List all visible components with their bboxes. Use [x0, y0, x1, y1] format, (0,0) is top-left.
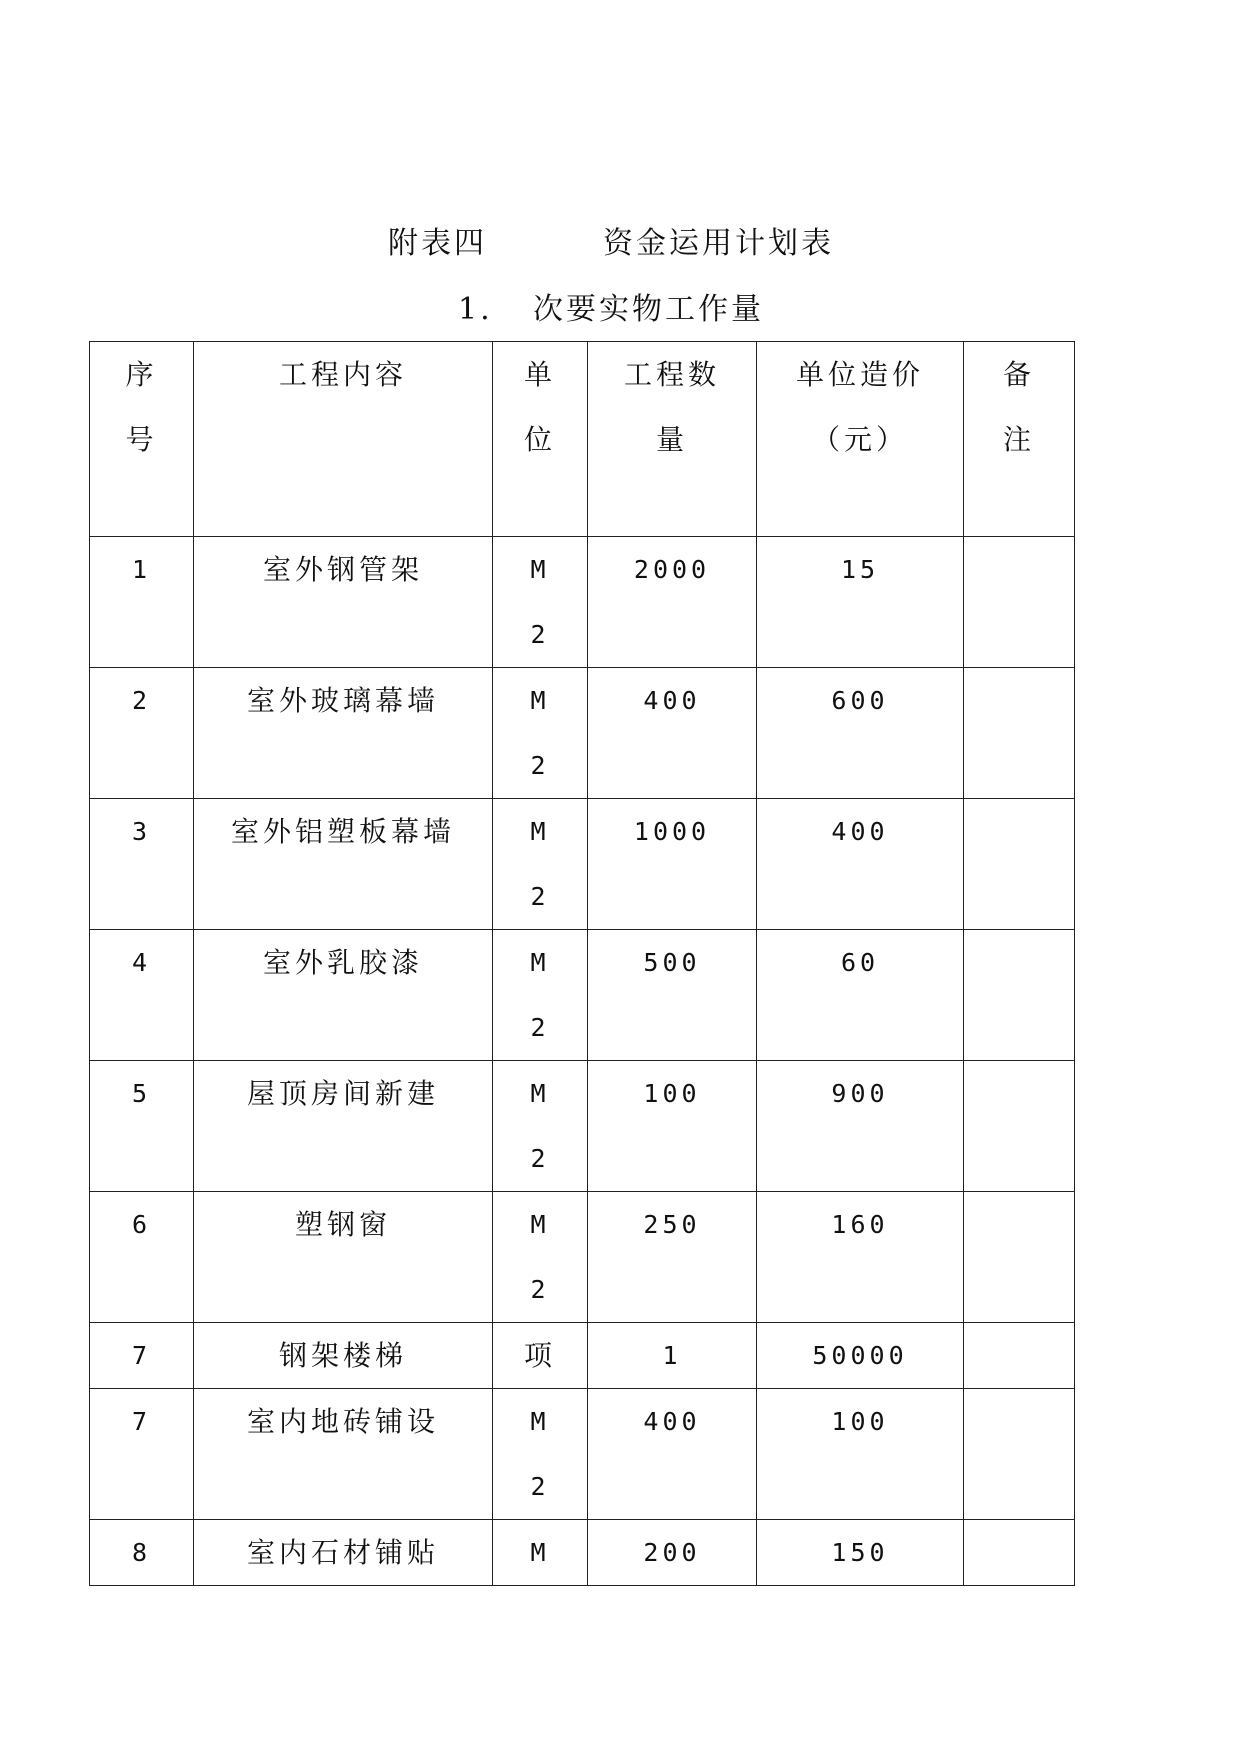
cell-price: [757, 537, 964, 668]
cell-price: [757, 799, 964, 930]
header-content: [194, 342, 493, 537]
header-content-label: 工程内容: [278, 358, 407, 391]
cell-content-text: 室内石材铺贴: [246, 1536, 439, 1569]
cell-qty: [588, 1192, 757, 1323]
cell-qty-text: 1: [662, 1341, 682, 1370]
cell-unit-text: 2: [530, 1472, 550, 1501]
table-row: [90, 1061, 1075, 1192]
cell-qty-text: 400: [643, 686, 701, 715]
cell-content-text: 室外乳胶漆: [262, 946, 423, 979]
cell-unit: [493, 1323, 588, 1389]
cell-content: [194, 1061, 493, 1192]
cell-unit: [493, 1389, 588, 1520]
cell-note: [964, 1389, 1075, 1520]
cell-qty-text: 100: [643, 1079, 701, 1108]
cell-note: [964, 1192, 1075, 1323]
cell-content-text: 室内地砖铺设: [246, 1405, 439, 1438]
header-price-line1: 单位造价: [795, 358, 924, 391]
cell-unit: [493, 1192, 588, 1323]
cell-content: [194, 799, 493, 930]
cell-price-text: 15: [840, 555, 880, 584]
cell-content-text: 塑钢窗: [294, 1208, 391, 1241]
table-row: [90, 799, 1075, 930]
cell-qty: [588, 799, 757, 930]
cell-content-text: 室外钢管架: [262, 553, 423, 586]
cell-unit-text: M: [530, 686, 550, 715]
cell-price-text: 400: [831, 817, 889, 846]
cell-price-text: 600: [831, 686, 889, 715]
table-row: [90, 1192, 1075, 1323]
cell-qty: [588, 1061, 757, 1192]
cell-seq: [90, 1520, 194, 1586]
cell-unit-text: M: [530, 1407, 550, 1436]
cell-unit-text: 项: [523, 1339, 556, 1372]
cell-unit: [493, 668, 588, 799]
cell-seq: [90, 1323, 194, 1389]
title-prefix: 附表四: [388, 226, 487, 261]
cell-qty: [588, 1323, 757, 1389]
section-number: 1.: [458, 292, 493, 327]
header-qty-line1: 工程数: [623, 358, 720, 391]
cell-seq: [90, 1192, 194, 1323]
cell-seq-text: 7: [131, 1407, 152, 1436]
header-unit-line2: 位: [523, 423, 556, 456]
cell-note: [964, 799, 1075, 930]
cell-content: [194, 1192, 493, 1323]
cell-price: [757, 1389, 964, 1520]
cell-qty-text: 1000: [633, 817, 711, 846]
cell-note: [964, 1520, 1075, 1586]
cell-seq-text: 7: [131, 1341, 152, 1370]
cell-seq: [90, 1061, 194, 1192]
cell-seq: [90, 1389, 194, 1520]
cell-seq-text: 3: [131, 817, 152, 846]
header-seq-line1: 序: [125, 358, 158, 391]
cell-unit: [493, 1061, 588, 1192]
table-row: [90, 537, 1075, 668]
cell-content: [194, 1323, 493, 1389]
cell-unit-text: M: [530, 1079, 550, 1108]
cell-seq: [90, 930, 194, 1061]
cell-price: [757, 1323, 964, 1389]
cell-price: [757, 1192, 964, 1323]
cell-qty-text: 500: [643, 948, 701, 977]
cell-seq-text: 2: [131, 686, 152, 715]
cell-price-text: 160: [831, 1210, 889, 1239]
cell-price-text: 100: [831, 1407, 889, 1436]
cell-qty: [588, 930, 757, 1061]
cell-content-text: 屋顶房间新建: [246, 1077, 439, 1110]
cell-unit-text: M: [530, 1538, 550, 1567]
table-row: [90, 1323, 1075, 1389]
table-row: [90, 1520, 1075, 1586]
cell-seq-text: 5: [131, 1079, 152, 1108]
cell-content-text: 室外玻璃幕墙: [246, 684, 439, 717]
cell-seq: [90, 799, 194, 930]
cell-note: [964, 668, 1075, 799]
header-price-line2: （元）: [811, 423, 908, 456]
cell-price-text: 60: [840, 948, 880, 977]
cell-seq-text: 6: [131, 1210, 152, 1239]
cell-note: [964, 537, 1075, 668]
cell-seq-text: 1: [131, 555, 152, 584]
cell-price-text: 50000: [812, 1341, 908, 1370]
cell-content-text: 室外铝塑板幕墙: [230, 815, 455, 848]
header-unit-line1: 单: [523, 358, 556, 391]
header-note-line1: 备: [1002, 358, 1035, 391]
header-note-line2: 注: [1002, 423, 1035, 456]
cell-price-text: 150: [831, 1538, 889, 1567]
cell-qty: [588, 1520, 757, 1586]
cell-price: [757, 1520, 964, 1586]
cell-content: [194, 668, 493, 799]
cell-unit-text: 2: [530, 620, 550, 649]
cell-unit: [493, 930, 588, 1061]
cell-content: [194, 1520, 493, 1586]
cell-unit-text: 2: [530, 882, 550, 911]
header-unit: [493, 342, 588, 537]
cell-unit-text: M: [530, 1210, 550, 1239]
cell-price: [757, 930, 964, 1061]
table-row: [90, 1389, 1075, 1520]
section-title: 次要实物工作量: [533, 292, 764, 327]
cell-unit-text: M: [530, 948, 550, 977]
document-title: [0, 222, 1241, 266]
cell-qty-text: 2000: [633, 555, 711, 584]
header-note: [964, 342, 1075, 537]
cell-qty-text: 400: [643, 1407, 701, 1436]
header-seq: [90, 342, 194, 537]
cell-unit: [493, 799, 588, 930]
cell-seq: [90, 668, 194, 799]
cell-content: [194, 1389, 493, 1520]
cell-price: [757, 1061, 964, 1192]
cell-note: [964, 1061, 1075, 1192]
header-qty: [588, 342, 757, 537]
cell-unit-text: 2: [530, 1144, 550, 1173]
cell-content-text: 钢架楼梯: [278, 1339, 407, 1372]
table-header-row: [90, 342, 1075, 537]
cell-qty: [588, 537, 757, 668]
header-seq-line2: 号: [125, 423, 158, 456]
cell-unit-text: 2: [530, 751, 550, 780]
header-qty-line2: 量: [655, 423, 688, 456]
table-row: [90, 668, 1075, 799]
cell-qty-text: 200: [643, 1538, 701, 1567]
cell-price-text: 900: [831, 1079, 889, 1108]
cell-unit-text: M: [530, 817, 550, 846]
title-main: 资金运用计划表: [603, 226, 834, 261]
cell-content: [194, 537, 493, 668]
cell-qty: [588, 1389, 757, 1520]
cell-unit-text: 2: [530, 1275, 550, 1304]
cell-content: [194, 930, 493, 1061]
cell-unit-text: 2: [530, 1013, 550, 1042]
cell-unit: [493, 537, 588, 668]
header-price: [757, 342, 964, 537]
cell-unit: [493, 1520, 588, 1586]
cell-note: [964, 1323, 1075, 1389]
cell-qty-text: 250: [643, 1210, 701, 1239]
work-quantity-table: [89, 341, 1075, 1586]
cell-seq: [90, 537, 194, 668]
cell-seq-text: 8: [131, 1538, 152, 1567]
cell-qty: [588, 668, 757, 799]
cell-unit-text: M: [530, 555, 550, 584]
section-heading: [0, 288, 1241, 332]
cell-price: [757, 668, 964, 799]
table-row: [90, 930, 1075, 1061]
cell-seq-text: 4: [131, 948, 152, 977]
cell-note: [964, 930, 1075, 1061]
